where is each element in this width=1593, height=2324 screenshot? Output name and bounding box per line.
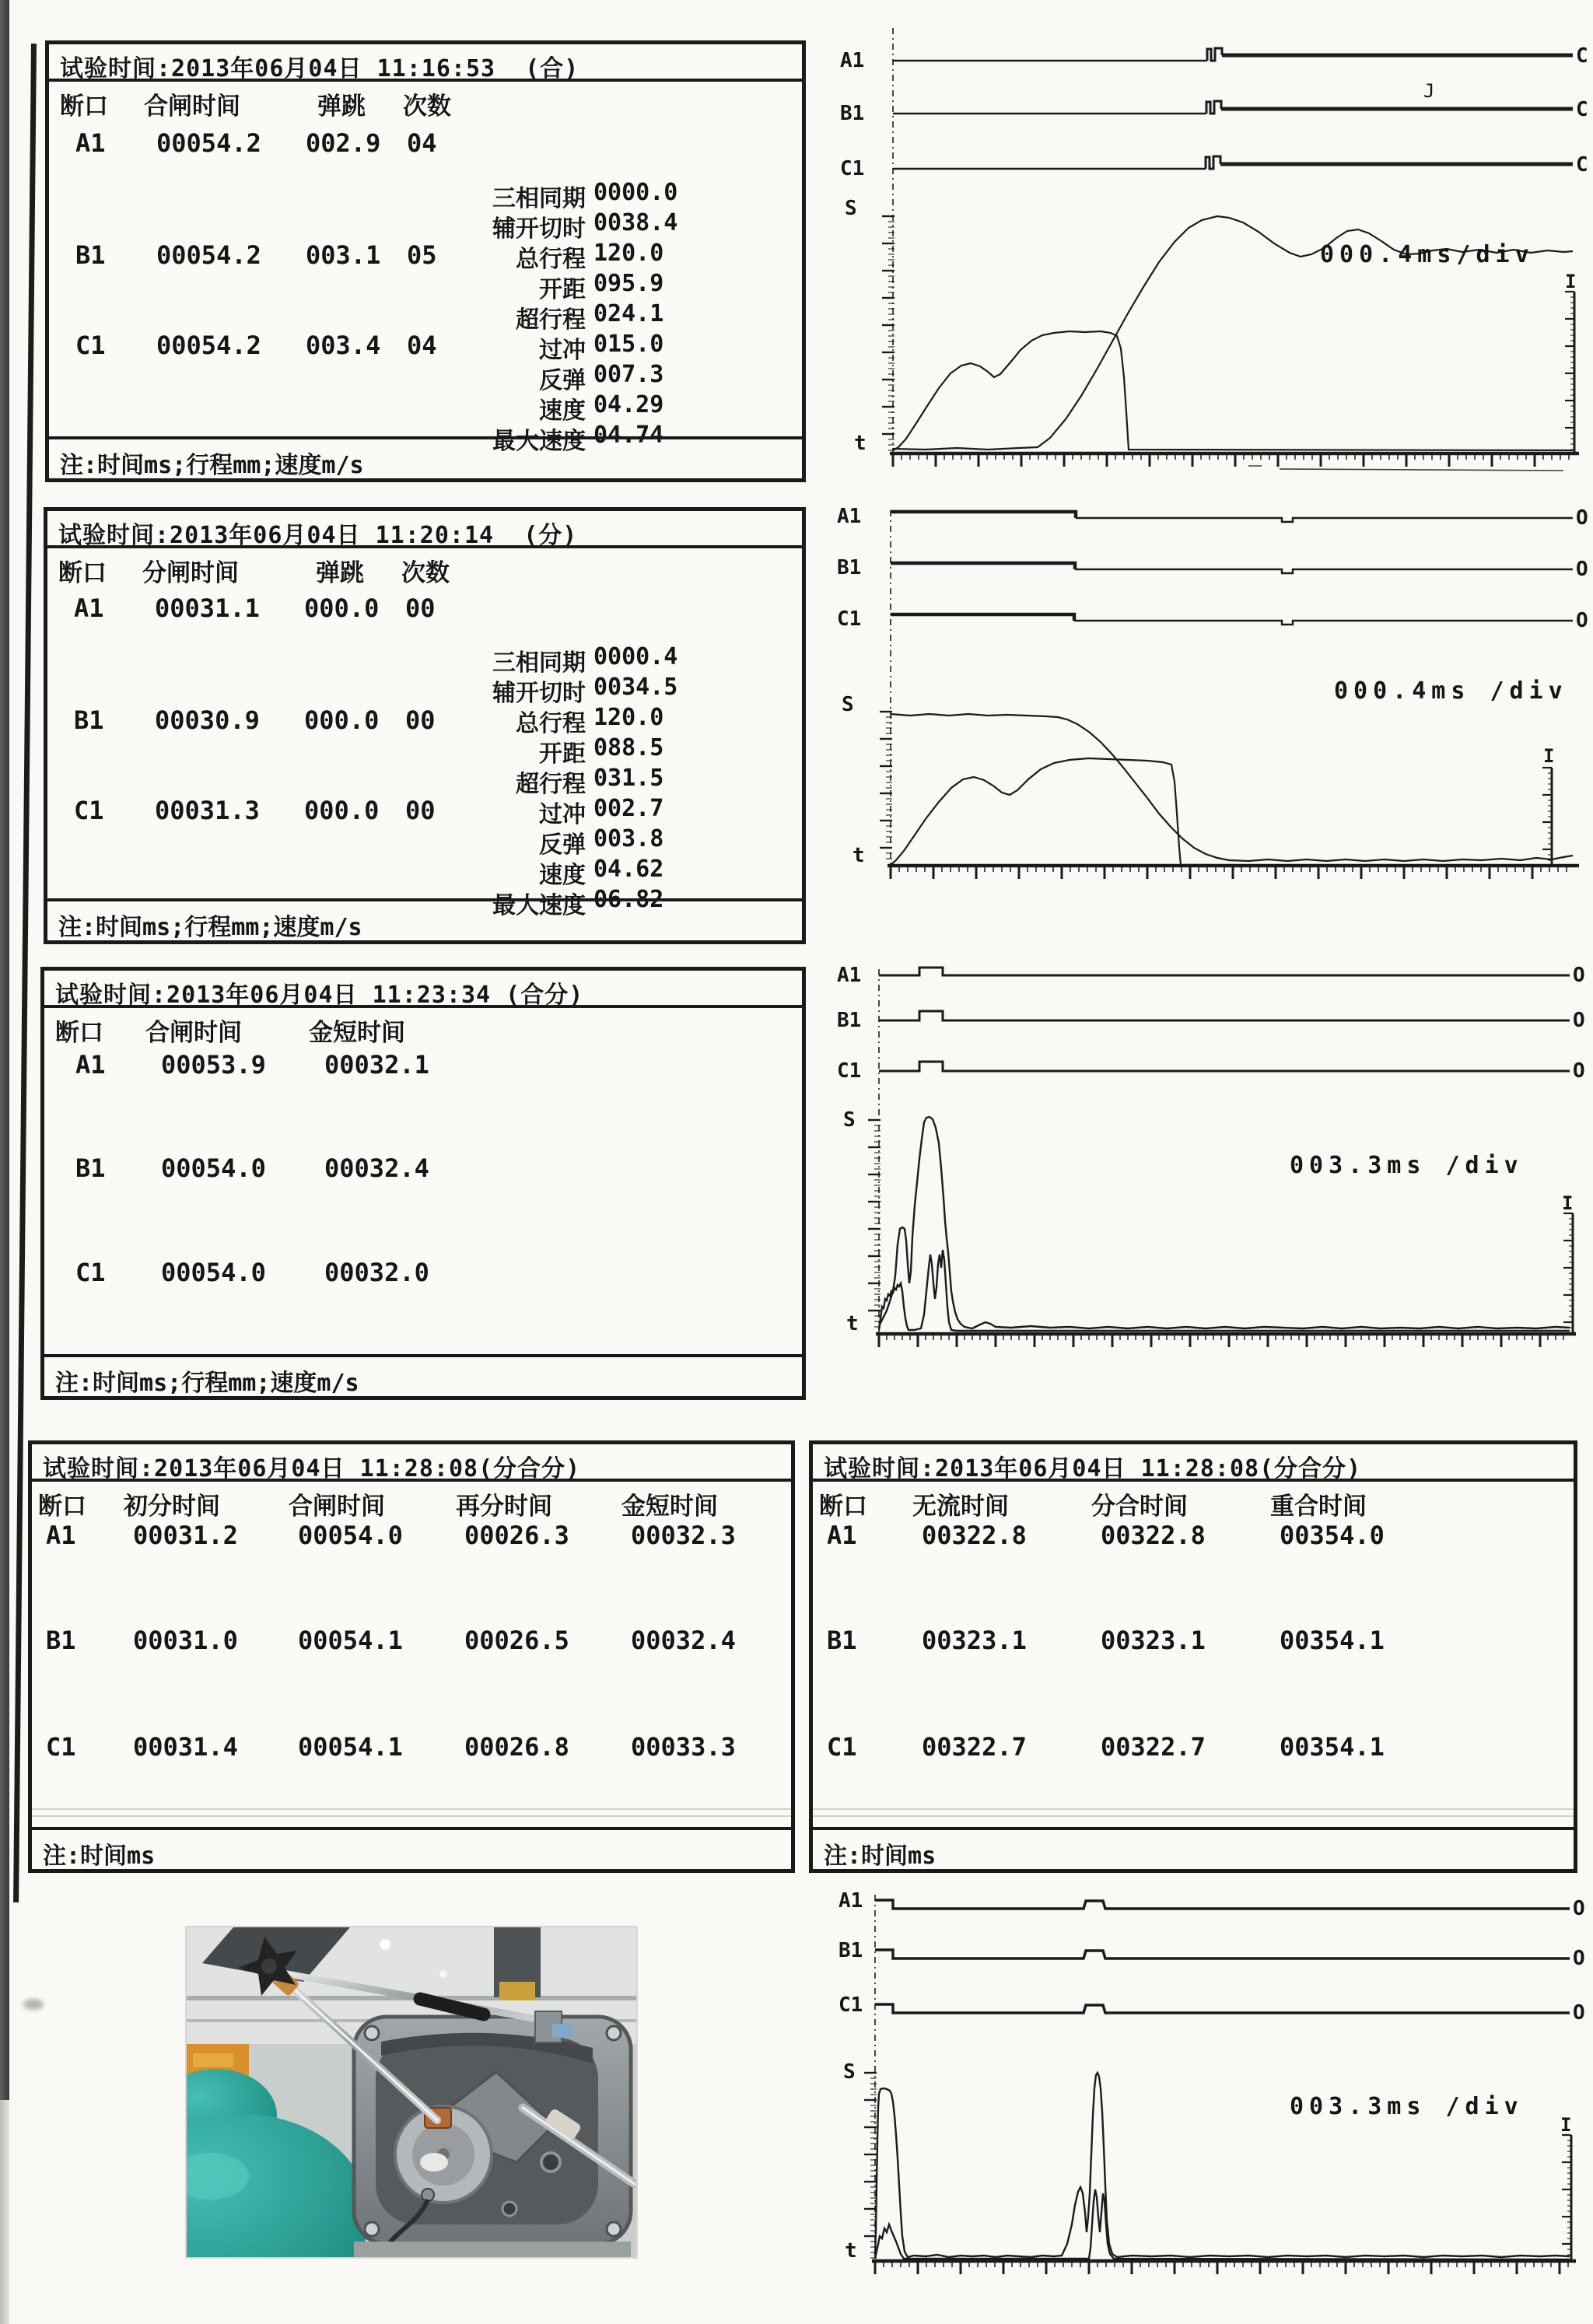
col-header: 次数 [403, 93, 451, 121]
metric-label: 开距 [539, 276, 586, 303]
metric-value: 003.8 [593, 825, 664, 852]
trace-current-I [875, 2189, 1570, 2259]
travel-axis-label: S [845, 197, 857, 220]
oscillogram-close-svg [825, 23, 1593, 490]
cell: 00026.5 [464, 1626, 569, 1655]
corner-bolt [607, 2026, 621, 2040]
channel-label-c1: C1 [837, 1059, 862, 1083]
cell: 04 [407, 128, 437, 158]
col-header: 金短时间 [309, 1019, 405, 1047]
open-test-report-panel [44, 507, 806, 944]
trace-c1-closed [891, 614, 1074, 621]
interior-hole [541, 2153, 560, 2172]
channel-label-b1: B1 [840, 102, 865, 125]
cell: 00354.1 [1280, 1732, 1385, 1762]
cell: 00033.3 [631, 1732, 736, 1762]
star-knob-hub [261, 1958, 277, 1974]
panel-title: 试验时间:2013年06月04日 11:23:34 (合分) [44, 971, 802, 1008]
cell: 00054.0 [161, 1258, 266, 1287]
col-header: 断口 [55, 1019, 103, 1047]
table-header [47, 553, 802, 587]
metric-value: 015.0 [593, 331, 664, 358]
travel-axis-label: S [842, 693, 854, 716]
metric-value: 007.3 [593, 361, 664, 388]
metric-label: 辅开切时 [492, 680, 586, 707]
col-header: 分合时间 [1091, 1493, 1188, 1521]
col-header: 断口 [58, 559, 107, 587]
channel-label-b1: B1 [837, 1009, 862, 1032]
current-axis-label: I [1543, 745, 1555, 767]
oscillogram-close [825, 23, 1593, 490]
metric-label: 总行程 [516, 710, 586, 737]
trace-current-I [893, 331, 1573, 450]
metric-value: 120.0 [593, 240, 664, 267]
orange-machine-detail [193, 2053, 233, 2067]
metric-label: 速度 [539, 862, 586, 889]
table-header [813, 1486, 1574, 1521]
col-header: 断口 [819, 1493, 867, 1521]
col-header: 弹跳 [316, 559, 364, 587]
table-row [44, 1153, 802, 1185]
corner-bolt [365, 2222, 379, 2236]
state-label-open-c1: O [1573, 2001, 1585, 2025]
metric-value: 002.7 [593, 795, 664, 822]
current-axis-label: I [1560, 2114, 1572, 2136]
cell: A1 [827, 1521, 857, 1550]
channel-label-c1: C1 [840, 157, 865, 180]
table-row [813, 1626, 1574, 1657]
table-row [44, 1050, 802, 1081]
units-note: 注:时间ms [32, 1827, 791, 1869]
col-header: 再分时间 [456, 1493, 552, 1521]
state-label-close-b1: C [1576, 98, 1588, 121]
time-axis-label: t [845, 2239, 857, 2263]
oco-test-report-panel-right [809, 1440, 1577, 1873]
metric-value: 0034.5 [593, 674, 678, 701]
travel-axis-label: S [843, 2060, 856, 2084]
metric-label: 超行程 [516, 771, 586, 798]
table-row [32, 1732, 791, 1763]
time-axis-label: t [854, 432, 867, 455]
table-row [813, 1521, 1574, 1552]
cell: 00032.3 [631, 1521, 736, 1550]
cell: 00054.2 [156, 128, 261, 158]
table-row [32, 1626, 791, 1657]
cell: C1 [75, 331, 106, 360]
trace-b1-bounce [1206, 101, 1221, 114]
trace-scan-underline [1280, 469, 1563, 471]
trace-b1-pulse [879, 1011, 1570, 1020]
channel-label-a1: A1 [840, 49, 865, 72]
cell: 00 [405, 705, 436, 735]
cell: 04 [407, 331, 437, 360]
cell: 00322.8 [922, 1521, 1027, 1550]
cell: 000.0 [304, 705, 380, 735]
metric-value: 06.82 [593, 886, 664, 913]
cell: 00322.7 [1101, 1732, 1206, 1762]
panel-title: 试验时间:2013年06月04日 11:16:53 (合) [49, 44, 802, 82]
cable-connector [422, 2189, 434, 2201]
units-note: 注:时间ms [813, 1827, 1574, 1869]
cell: B1 [75, 240, 106, 270]
cell: A1 [75, 1050, 106, 1080]
metric-label: 最大速度 [492, 892, 586, 919]
channel-label-c1: C1 [839, 1993, 863, 2017]
trace-a1-bounce [1207, 48, 1222, 61]
units-note: 注:时间ms;行程mm;速度m/s [49, 436, 802, 478]
close-open-test-report-panel [40, 967, 806, 1400]
trace-b1-pulses [875, 1950, 1570, 1958]
metric-label: 开距 [539, 740, 586, 768]
trace-b1-open [1075, 569, 1573, 573]
trace-c1-bounce [1206, 156, 1220, 169]
state-label-open-b1: O [1573, 1009, 1585, 1032]
cell: A1 [46, 1521, 76, 1550]
close-test-report-panel [45, 40, 806, 482]
trace-c1-pulses [875, 2004, 1570, 2013]
trace-a1-pulses [875, 1900, 1570, 1909]
col-header: 合闸时间 [289, 1493, 385, 1521]
metric-label: 三相同期 [492, 649, 586, 677]
oscillogram-open-svg [825, 506, 1593, 953]
current-axis-label: I [1562, 1192, 1574, 1214]
metric-label: 最大速度 [492, 428, 586, 455]
travel-axis-label: S [843, 1108, 856, 1132]
equipment-photo [187, 1927, 636, 2257]
channel-label-a1: A1 [839, 1890, 863, 1913]
cell: 00322.8 [1101, 1521, 1206, 1550]
cell: 00026.8 [464, 1732, 569, 1762]
table-row [49, 128, 802, 159]
cell: A1 [75, 128, 106, 158]
state-label-open-b1: O [1576, 558, 1588, 581]
metric-value: 120.0 [593, 704, 664, 731]
cell: C1 [46, 1732, 76, 1762]
cell: B1 [46, 1626, 76, 1655]
cell: 00031.1 [155, 593, 260, 623]
metric-value: 095.9 [593, 270, 664, 297]
col-header: 合闸时间 [145, 1019, 242, 1047]
metric-value: 0000.0 [593, 179, 678, 206]
units-note: 注:时间ms;行程mm;速度m/s [47, 898, 802, 940]
cell: 00354.0 [1280, 1521, 1385, 1550]
panel-title: 试验时间:2013年06月04日 11:20:14 (分) [47, 511, 802, 548]
metric-value: 088.5 [593, 734, 664, 761]
cell: 00054.1 [298, 1626, 403, 1655]
col-header: 初分时间 [124, 1493, 220, 1521]
oscillogram-open [825, 506, 1593, 953]
cell: 00031.4 [133, 1732, 238, 1762]
scan-mark: J [1423, 80, 1435, 102]
hall-light [439, 1970, 447, 1978]
cell: 00053.9 [161, 1050, 266, 1080]
cell: 00054.0 [298, 1521, 403, 1550]
trace-a1-open [1076, 518, 1573, 522]
cell: 00054.2 [156, 331, 261, 360]
corner-bolt [365, 2026, 379, 2040]
timebase-label: 000.4ms/div [1320, 241, 1535, 268]
oscillogram-close-open [825, 964, 1593, 1400]
cell: A1 [74, 593, 104, 623]
state-label-open-a1: O [1573, 1897, 1585, 1920]
metric-label: 超行程 [516, 306, 586, 334]
cell: 000.0 [304, 796, 380, 825]
scan-streaks [32, 1808, 791, 1821]
col-header: 金短时间 [621, 1493, 718, 1521]
trace-a1-pulse [879, 968, 1570, 975]
timebase-label: 000.4ms /div [1334, 677, 1568, 705]
cell: 00031.2 [133, 1521, 238, 1550]
oscillogram-close-open-svg [825, 964, 1593, 1400]
state-label-close-c1: C [1576, 153, 1588, 177]
table-header [49, 86, 802, 121]
cell: 003.1 [306, 240, 381, 270]
metric-value: 04.62 [593, 856, 664, 883]
table-row [813, 1732, 1574, 1763]
trace-current-I [891, 758, 1573, 866]
channel-label-b1: B1 [839, 1939, 863, 1962]
cell: 00031.3 [155, 796, 260, 825]
cell: 00 [405, 593, 436, 623]
channel-label-a1: A1 [837, 964, 862, 987]
table-row [47, 593, 802, 625]
cell: 00054.1 [298, 1732, 403, 1762]
cell: 003.4 [306, 331, 381, 360]
units-note: 注:时间ms;行程mm;速度m/s [44, 1354, 802, 1396]
oscillogram-open-close-open [825, 1890, 1593, 2324]
cell: 00054.2 [156, 240, 261, 270]
metric-label: 过冲 [539, 337, 586, 364]
metric-label: 辅开切时 [492, 215, 586, 243]
cell: B1 [827, 1626, 857, 1655]
trace-b1-closed [891, 563, 1075, 569]
metric-value: 0038.4 [593, 209, 678, 236]
cell: 002.9 [306, 128, 381, 158]
col-header: 分闸时间 [142, 559, 239, 587]
timebase-label: 003.3ms /div [1290, 2093, 1524, 2120]
channel-label-c1: C1 [837, 607, 862, 631]
metric-value: 04.74 [593, 422, 664, 449]
cell: C1 [74, 796, 104, 825]
metric-label: 反弹 [539, 367, 586, 394]
oscillogram-open-close-open-svg [825, 1890, 1593, 2324]
metric-value: 031.5 [593, 765, 664, 792]
cell: 00026.3 [464, 1521, 569, 1550]
table-header [32, 1486, 791, 1521]
scan-streaks [813, 1808, 1574, 1821]
cell: 05 [407, 240, 437, 270]
metric-value: 04.29 [593, 391, 664, 418]
cell: 00031.0 [133, 1626, 238, 1655]
col-header: 无流时间 [912, 1493, 1009, 1521]
cell: 00323.1 [1101, 1626, 1206, 1655]
current-axis-label: I [1565, 271, 1577, 292]
table-header [44, 1013, 802, 1047]
cell: 00323.1 [922, 1626, 1027, 1655]
state-label-close-a1: C [1576, 44, 1588, 68]
cell: B1 [75, 1153, 106, 1183]
table-row [44, 1258, 802, 1289]
crane-hook-block [499, 1982, 535, 2000]
metric-label: 反弹 [539, 831, 586, 859]
col-header: 断口 [60, 93, 108, 121]
trace-c1-pulse [879, 1062, 1570, 1071]
scan-edge-shadow-tail [0, 2100, 9, 2324]
metric-label: 三相同期 [492, 185, 586, 212]
state-label-open-a1: O [1573, 964, 1585, 987]
oco-test-report-panel-left [28, 1440, 795, 1873]
cell: 00 [405, 796, 436, 825]
table-row [32, 1521, 791, 1552]
trace-current-I [879, 1250, 1570, 1331]
state-label-open-b1: O [1573, 1947, 1585, 1970]
cell: 00032.4 [631, 1626, 736, 1655]
box-bottom-edge [354, 2242, 631, 2257]
panel-title: 试验时间:2013年06月04日 11:28:08(分合分) [32, 1444, 791, 1482]
state-label-open-c1: O [1576, 609, 1588, 632]
col-header: 重合时间 [1270, 1493, 1367, 1521]
channel-label-a1: A1 [837, 506, 862, 528]
cell: 000.0 [304, 593, 380, 623]
metric-value: 024.1 [593, 300, 664, 327]
cell: 00322.7 [922, 1732, 1027, 1762]
trace-travel-S [891, 714, 1573, 861]
rod-bracket-clip [552, 2024, 572, 2038]
time-axis-label: t [846, 1312, 859, 1335]
corner-bolt [607, 2222, 621, 2236]
cell: 00354.1 [1280, 1626, 1385, 1655]
col-header: 次数 [401, 559, 450, 587]
col-header: 合闸时间 [144, 93, 240, 121]
cell: C1 [827, 1732, 857, 1762]
time-axis-label: t [853, 844, 865, 867]
cell: 00032.1 [324, 1050, 429, 1080]
scan-edge-shadow [0, 0, 9, 2100]
cell: C1 [75, 1258, 106, 1287]
equipment-photo-svg [187, 1927, 636, 2257]
cell: 00032.4 [324, 1153, 429, 1183]
metric-label: 总行程 [516, 246, 586, 273]
cell: 00054.0 [161, 1153, 266, 1183]
interior-hole [502, 2202, 516, 2216]
trace-a1-closed [891, 512, 1076, 518]
col-header: 断口 [38, 1493, 86, 1521]
trace-travel-S [879, 1117, 1570, 1328]
metric-value: 0000.4 [593, 643, 678, 670]
panel-title: 试验时间:2013年06月04日 11:28:08(分合分) [813, 1444, 1574, 1482]
metric-label: 过冲 [539, 801, 586, 828]
cell: 00030.9 [155, 705, 260, 735]
hall-light [380, 1939, 390, 1950]
cell: 00032.0 [324, 1258, 429, 1287]
trace-c1-open [1074, 621, 1573, 625]
scan-smudge [23, 1999, 44, 2010]
timebase-label: 003.3ms /div [1290, 1152, 1524, 1179]
state-label-open-a1: O [1576, 506, 1588, 530]
channel-label-b1: B1 [837, 556, 862, 579]
state-label-open-c1: O [1573, 1059, 1585, 1083]
cell: B1 [74, 705, 104, 735]
col-header: 弹跳 [317, 93, 366, 121]
disc-label [420, 2153, 448, 2172]
metric-label: 速度 [539, 397, 586, 425]
